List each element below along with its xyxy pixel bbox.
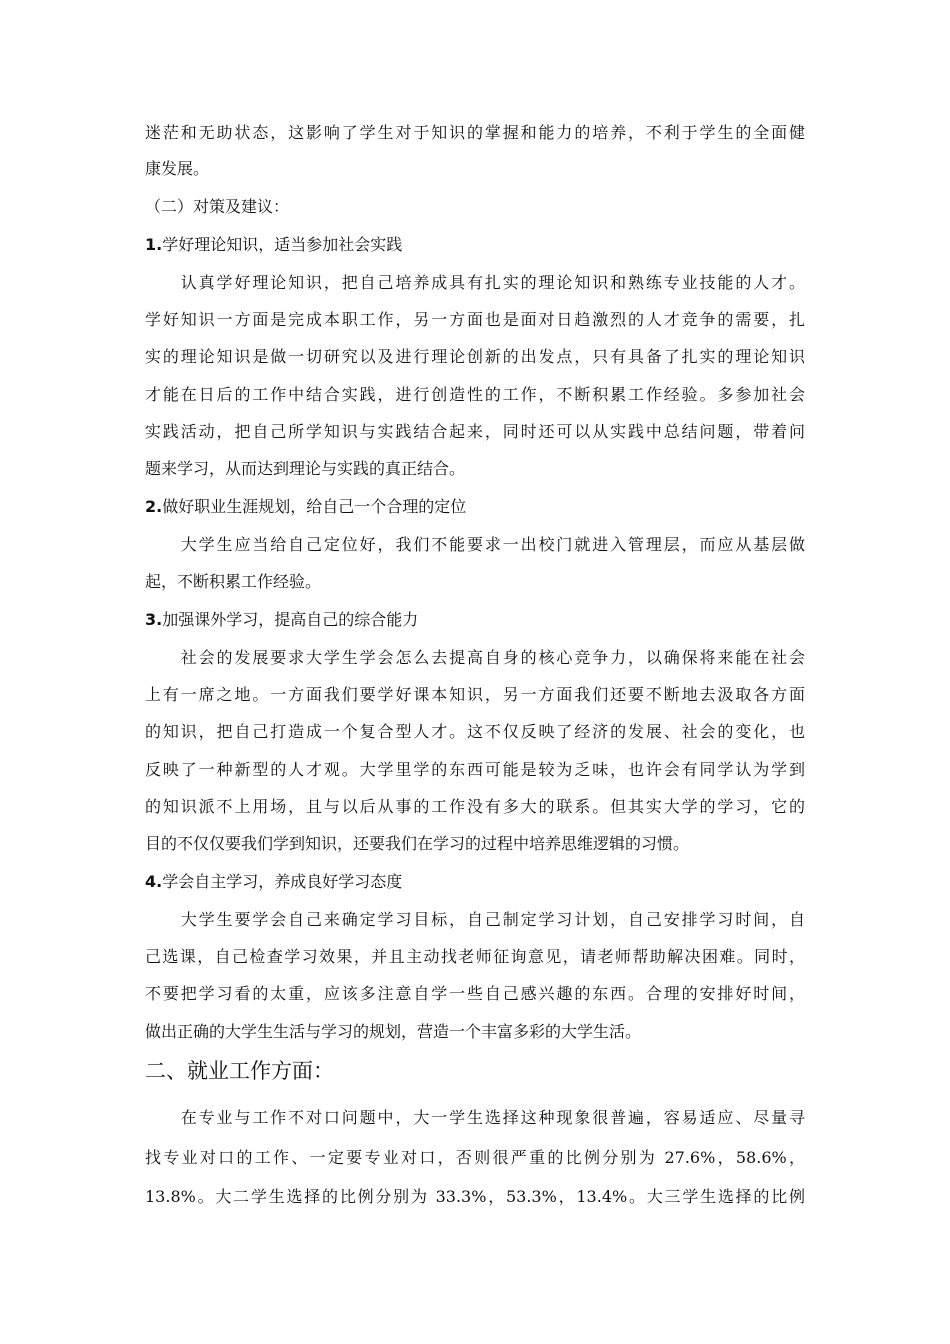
paragraph-line: 的知识，把自己打造成一个复合型人才。这不仅反映了经济的发展、社会的变化，也 [145, 722, 805, 741]
paragraph-line: 上有一席之地。一方面我们要学好课本知识，另一方面我们还要不断地去汲取各方面 [145, 685, 805, 704]
paragraph-line: 康发展。 [145, 159, 210, 178]
item-title: 学好理论知识，适当参加社会实践 [162, 235, 403, 254]
paragraph-line: 做出正确的大学生生活与学习的规划，营造一个丰富多彩的大学生活。 [145, 1022, 642, 1041]
subsection-title: （二）对策及建议： [145, 197, 290, 216]
item-number: 4. [145, 872, 163, 891]
paragraph-line: 反映了一种新型的人才观。大学里学的东西可能是较为乏味，也许会有同学认为学到 [145, 760, 805, 779]
item-number: 2. [145, 497, 163, 516]
paragraph-line: 大学生要学会自己来确定学习目标，自己制定学习计划，自己安排学习时间，自 [145, 910, 805, 929]
paragraph-line: 的知识派不上用场，且与以后从事的工作没有多大的联系。但其实大学的学习，它的 [145, 797, 805, 816]
paragraph-line: 才能在日后的工作中结合实践，进行创造性的工作，不断积累工作经验。多参加社会 [145, 385, 805, 404]
paragraph-line: 题来学习，从而达到理论与实践的真正结合。 [145, 459, 466, 478]
item-title: 做好职业生涯规划，给自己一个合理的定位 [162, 497, 467, 516]
section-title: 二、就业工作方面： [145, 1059, 334, 1083]
paragraph-line: 认真学好理论知识，把自己培养成具有扎实的理论知识和熟练专业技能的人才。 [145, 273, 805, 292]
paragraph-line: 迷茫和无助状态，这影响了学生对于知识的掌握和能力的培养，不利于学生的全面健 [145, 123, 805, 142]
item-number: 1. [145, 235, 163, 254]
paragraph-line: 实践活动，把自己所学知识与实践结合起来，同时还可以从实践中总结问题，带着问 [145, 422, 805, 441]
item-heading [145, 497, 466, 517]
paragraph-line: 己选课，自己检查学习效果，并且主动找老师征询意见，请老师帮助解决困难。同时， [145, 947, 805, 966]
item-title: 学会自主学习，养成良好学习态度 [162, 872, 403, 891]
paragraph-line: 13.8%。大二学生选择的比例分别为 33.3%，53.3%，13.4%。大三学生选择的比例 [145, 1187, 805, 1206]
item-heading [145, 610, 418, 630]
paragraph-line: 实的理论知识是做一切研究以及进行理论创新的出发点，只有具备了扎实的理论知识 [145, 347, 805, 366]
item-title: 加强课外学习，提高自己的综合能力 [162, 610, 419, 629]
paragraph-line: 找专业对口的工作、一定要专业对口，否则很严重的比例分别为 27.6%，58.6%， [145, 1148, 805, 1167]
paragraph-line: 社会的发展要求大学生学会怎么去提高自身的核心竞争力，以确保将来能在社会 [145, 648, 805, 667]
item-number: 3. [145, 610, 163, 629]
item-heading [145, 235, 402, 255]
item-heading [145, 872, 402, 892]
paragraph-line: 大学生应当给自己定位好，我们不能要求一出校门就进入管理层，而应从基层做 [145, 535, 805, 554]
paragraph-line: 目的不仅仅要我们学到知识，还要我们在学习的过程中培养思维逻辑的习惯。 [145, 834, 690, 853]
paragraph-line: 起，不断积累工作经验。 [145, 572, 322, 591]
paragraph-line: 在专业与工作不对口问题中，大一学生选择这种现象很普遍，容易适应、尽量寻 [145, 1108, 805, 1127]
paragraph-line: 学好知识一方面是完成本职工作，另一方面也是面对日趋激烈的人才竞争的需要，扎 [145, 310, 805, 329]
paragraph-line: 不要把学习看的太重，应该多注意自学一些自己感兴趣的东西。合理的安排好时间， [145, 984, 805, 1003]
